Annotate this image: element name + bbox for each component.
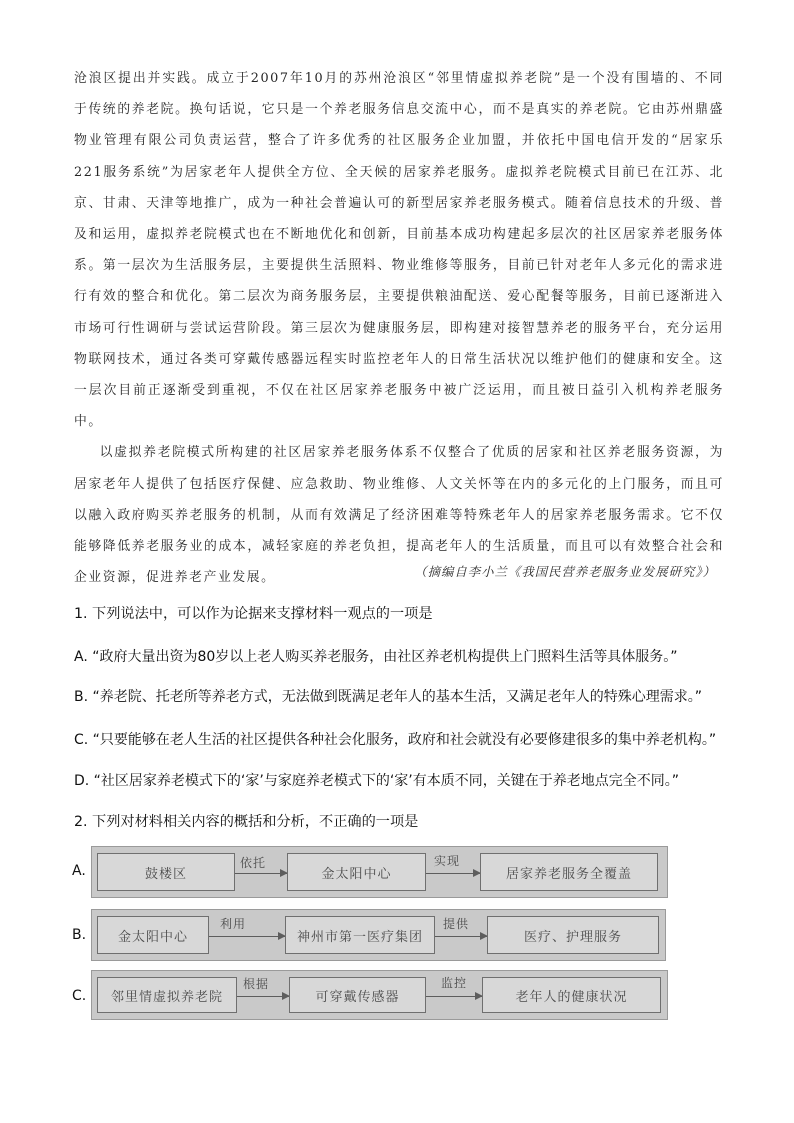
flow-node: 可穿戴传感器 (289, 977, 426, 1013)
flow-relation-label: 实现 (434, 854, 461, 868)
flow-node: 鼓楼区 (97, 853, 235, 891)
flow-node: 金太阳中心 (287, 853, 426, 891)
flow-arrow-icon (426, 873, 480, 874)
flow-arrow-icon (435, 936, 487, 937)
flow-arrow-icon (237, 996, 289, 997)
question-1-option-d[interactable]: D. “社区居家养老模式下的‘家’与家庭养老模式下的‘家’有本质不同，关键在于养老地点完全不同。” (74, 773, 679, 789)
flow-arrow-icon (209, 936, 285, 937)
question-2-option-c-letter[interactable]: C. (72, 988, 87, 1004)
passage-paragraph-1: 沧浪区提出并实践。成立于2007年10月的苏州沧浪区“邻里情虚拟养老院”是一个没有围墙的、不同于传统的养老院。换句话说，它只是一个养老服务信息交流中心，而不是真实的养老院。它由苏州鼎盛物业管理有限公司负责运营，整合了许多优秀的社区服务企业加盟，并依托中国电信开发的“居家乐221服务系统”为居家老年人提供全方位、全天候的居家养老服务。虚拟养老院模式目前已在江苏、北京、甘肃、天津等地推广，成为一种社会普遍认可的新型居家养老服务模式。随着信息技术的升级、普及和运用，虚拟养老院模式也在不断地优化和创新，目前基本成功构建起多层次的社区居家养老服务体系。第一层次为生活服务层，主要提供生活照料、物业维修等服务，目前已针对老年人多元化的需求进行有效的整合和优化。第二层次为商务服务层，主要提供粮油配送、爱心配餐等服务，目前已逐渐进入市场可行性调研与尝试运营阶段。第三层次为健康服务层，即构建对接智慧养老的服务平台，充分运用物联网技术，通过各类可穿戴传感器远程实时监控老年人的日常生活状况以维护他们的健康和安全。这一层次目前正逐渐受到重视，不仅在社区居家养老服务中被广泛运用，而且被日益引入机构养老服务中。 (74, 71, 724, 430)
flow-node: 金太阳中心 (97, 916, 209, 954)
question-2-option-a-flowchart[interactable] (91, 846, 668, 898)
reading-passage (74, 63, 724, 593)
flow-relation-label: 利用 (220, 917, 247, 931)
question-2-option-a-letter[interactable]: A. (72, 863, 86, 879)
question-1-option-a[interactable]: A. “政府大量出资为80岁以上老人购买养老服务，由社区养老机构提供上门照料生活等具体服务。” (74, 649, 678, 665)
flow-relation-label: 监控 (441, 976, 468, 990)
passage-paragraph-2: 以虚拟养老院模式所构建的社区居家养老服务体系不仅整合了优质的居家和社区养老服务资源，为居家老年人提供了包括医疗保健、应急救助、物业维修、人文关怀等在内的多元化的上门服务，而且可以融入政府购买养老服务的机制，从而有效满足了经济困难等特殊老年人的居家养老服务需求。它不仅能够降低养老服务业的成本，减轻家庭的养老负担，提高老年人的生活质量，而且可以有效整合社会和企业资源，促进养老产业发展。 (74, 445, 724, 586)
question-2-stem: 2. 下列对材料相关内容的概括和分析，不正确的一项是 (74, 814, 419, 830)
flow-relation-label: 依托 (240, 856, 267, 870)
flow-arrow-icon (235, 873, 287, 874)
question-1-option-c[interactable]: C. “只要能够在老人生活的社区提供各种社会化服务，政府和社会就没有必要修建很多的集中养老机构。” (74, 732, 717, 748)
question-2-option-b-letter[interactable]: B. (72, 927, 87, 943)
question-2-option-b-flowchart[interactable] (91, 909, 666, 961)
passage-source: （摘编自李小兰《我国民营养老服务业发展研究》） (414, 564, 716, 579)
flow-node: 老年人的健康状况 (482, 977, 661, 1013)
flow-node: 邻里情虚拟养老院 (97, 977, 237, 1013)
flow-relation-label: 提供 (443, 917, 470, 931)
flow-arrow-icon (426, 996, 482, 997)
flow-relation-label: 根据 (243, 977, 270, 991)
question-1-stem: 1. 下列说法中，可以作为论据来支撑材料一观点的一项是 (74, 606, 433, 622)
question-1-option-b[interactable]: B. “养老院、托老所等养老方式，无法做到既满足老年人的基本生活，又满足老年人的特殊心理需求。” (74, 689, 703, 705)
flow-node: 神州市第一医疗集团 (285, 916, 435, 954)
question-2-option-c-flowchart[interactable] (91, 970, 668, 1020)
flow-node: 医疗、护理服务 (487, 916, 659, 954)
flow-node: 居家养老服务全覆盖 (480, 853, 658, 891)
